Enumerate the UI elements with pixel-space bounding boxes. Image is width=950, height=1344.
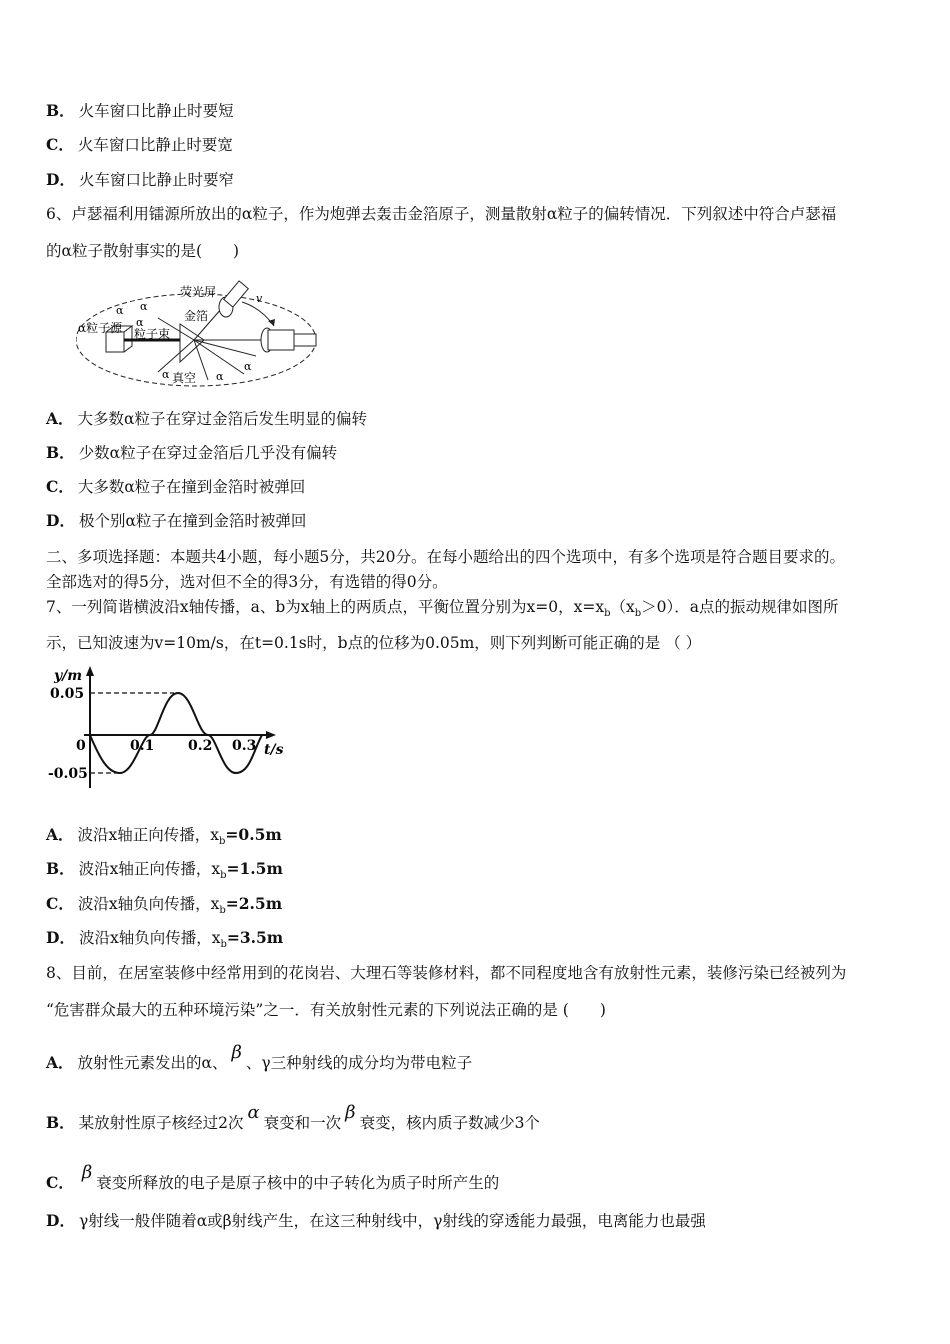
q7-option-c: C． 波沿x轴负向传播，$x_b=2.5m$ — [46, 894, 283, 917]
gold-foil — [180, 324, 204, 362]
t-axis-arrow — [266, 731, 276, 739]
alpha-symbol: α — [247, 1102, 260, 1123]
y-positive-label: 0.05 — [50, 686, 85, 702]
q7-stem-line2: 示，已知波速为v=10m/s，在t=0.1s时，b点的位移为0.05m，则下列判断可能正确的是 （ ） — [46, 634, 702, 652]
q6-option-c: C． 大多数α粒子在撞到金箔时被弹回 — [46, 477, 306, 496]
t-axis-label: t/s — [264, 742, 284, 758]
label-alpha-4: α — [162, 368, 170, 381]
q8-stem-line2: “危害群众最大的五种环境污染”之一．有关放射性元素的下列说法正确的是 ( ) — [46, 1001, 606, 1019]
y-axis-label: y/m — [54, 668, 83, 684]
label-alpha-3: α — [136, 316, 144, 329]
t-0.3-label: 0.3 — [232, 738, 257, 754]
q7-option-b: B． 波沿x轴正向传播，$x_b=1.5m$ — [46, 859, 283, 882]
beta-symbol: β — [345, 1102, 356, 1123]
q6-stem-line2: 的α粒子散射事实的是( ) — [46, 242, 240, 260]
q6-option-a: A． 大多数α粒子在穿过金箔后发生明显的偏转 — [46, 409, 367, 428]
label-foil: 金箔 — [184, 309, 209, 323]
q5-option-d: D． 火车窗口比静止时要窄 — [46, 170, 234, 189]
q5-option-c: C． 火车窗口比静止时要宽 — [46, 135, 233, 154]
section2-instructions-line2: 全部选对的得5分，选对但不全的得3分，有选错的得0分。 — [46, 573, 448, 591]
q7-option-d: D． 波沿x轴负向传播，$x_b=3.5m$ — [46, 928, 284, 951]
q6-option-d: D． 极个别α粒子在撞到金箔时被弹回 — [46, 511, 307, 530]
q8-option-b: B． 某放射性原子核经过2次 α 衰变和一次 β 衰变，核内质子数减少3个 — [46, 1102, 540, 1132]
q6-rutherford-figure — [76, 274, 326, 394]
label-alpha-6: α — [244, 360, 252, 373]
fluorescent-screen — [219, 281, 248, 317]
q5-option-b: B． 火车窗口比静止时要短 — [46, 101, 234, 120]
q6-option-b: B． 少数α粒子在穿过金箔后几乎没有偏转 — [46, 443, 338, 462]
label-alpha-5: α — [216, 370, 224, 383]
q8-option-c: C． β 衰变所释放的电子是原子核中的中子转化为质子时所产生的 — [46, 1162, 500, 1192]
microscope — [261, 328, 316, 352]
t-zero-label: 0 — [76, 738, 86, 754]
q6-stem-line1: 6、卢瑟福利用镭源所放出的α粒子，作为炮弹去轰击金箔原子，测量散射α粒子的偏转情况．下列叙述中符合卢瑟福 — [46, 205, 837, 223]
label-v: v — [256, 292, 263, 305]
beta-symbol: β — [231, 1042, 242, 1063]
q7-vibration-graph — [44, 664, 294, 794]
label-beam: 粒子束 — [134, 327, 171, 341]
label-alpha-2: α — [140, 300, 148, 313]
rotation-arrow — [242, 302, 274, 326]
beta-symbol: β — [81, 1162, 93, 1183]
q8-stem-line1: 8、目前，在居室装修中经常用到的花岗岩、大理石等装修材料，都不同程度地含有放射性元素，装修污染已经被列为 — [46, 964, 847, 982]
q7-option-a: A． 波沿x轴正向传播，$x_b=0.5m$ — [46, 825, 282, 848]
q8-option-a: A． 放射性元素发出的α、 β 、γ三种射线的成分均为带电粒子 — [46, 1042, 473, 1072]
y-negative-label: -0.05 — [48, 766, 88, 782]
y-axis-arrow — [86, 666, 94, 676]
label-screen: 荧光屏 — [180, 285, 217, 299]
sine-curve — [90, 693, 262, 773]
t-0.1-label: 0.1 — [130, 738, 155, 754]
label-vacuum: 真空 — [172, 371, 197, 385]
q7-stem-line1: 7、一列简谐横波沿x轴传播，a、b为x轴上的两质点，平衡位置分别为x=0，$x=x_b(x_b>0)$．a点的振动规律如图所 — [46, 598, 839, 620]
label-alpha-1: α — [116, 304, 124, 317]
section2-instructions-line1: 二、多项选择题：本题共4小题，每小题5分，共20分。在每小题给出的四个选项中，有多个选项是符合题目要求的。 — [46, 548, 845, 566]
label-source: α粒子源 — [78, 321, 123, 335]
q8-option-d: D． γ射线一般伴随着α或β射线产生，在这三种射线中，γ射线的穿透能力最强，电离能力也最强 — [46, 1211, 706, 1230]
t-0.2-label: 0.2 — [188, 738, 213, 754]
